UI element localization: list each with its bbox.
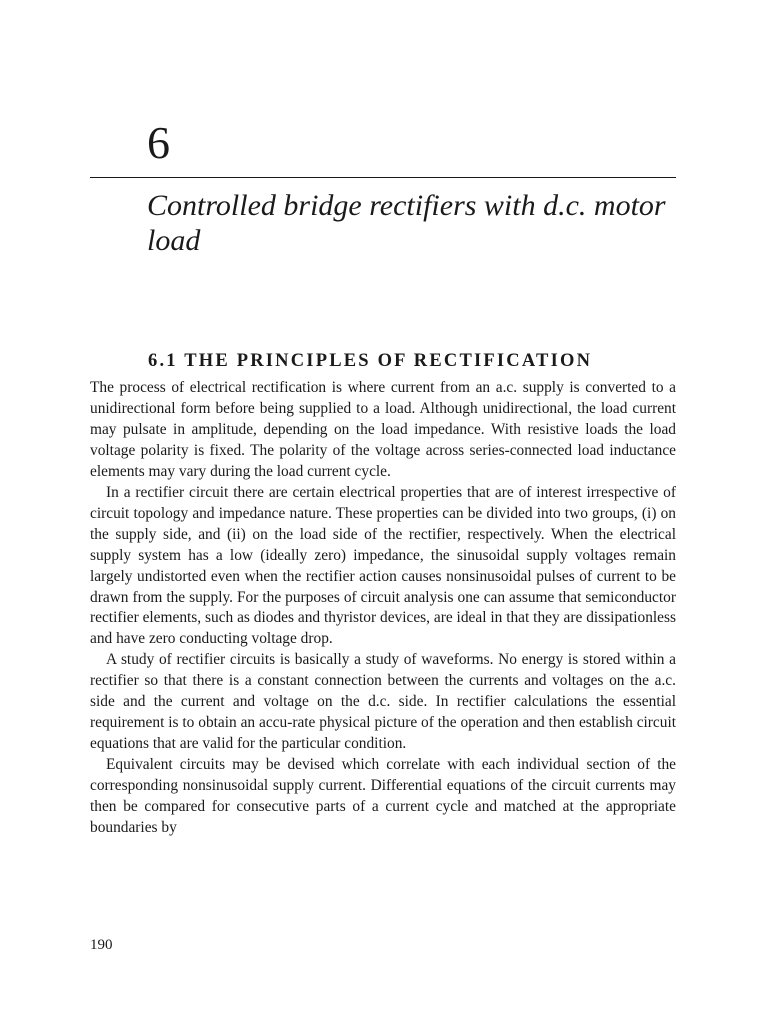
- paragraph: Equivalent circuits may be devised which correlate with each individual section of the corresponding nonsinusoidal supply current. Differential equations of the circuit currents may then be compared for consecutive parts of a current cycle and matched at the appropriate boundaries by: [90, 756, 676, 837]
- paragraph: In a rectifier circuit there are certain electrical properties that are of interest irrespective of circuit topology and impedance nature. These properties can be divided into two groups, (i) on the supply side, and (ii) on the load side of the rectifier, respectively. When the electrical supply system has a low (ideally zero) impedance, the sinusoidal supply voltages remain largely undistorted even when the rectifier action causes nonsinusoidal pulses of current to be drawn from the supply. For the purposes of circuit analysis one can assume that semiconductor rectifier elements, such as diodes and thyristor devices, are ideal in that they are dissipationless and have zero conducting voltage drop.: [90, 483, 676, 648]
- chapter-title: Controlled bridge rectifiers with d.c. motor load: [147, 189, 666, 257]
- paragraph: A study of rectifier circuits is basically a study of waveforms. No energy is stored within a rectifier so that there is a constant connection between the currents and voltages on the a.c. side and the current and voltage on the d.c. side. In rectifier calculations the essential requirement is to obtain an accu-rate physical picture of the operation and then establish circuit equations that are valid for the particular condition.: [90, 651, 676, 753]
- chapter-divider: [90, 177, 676, 178]
- page-number: 190: [90, 937, 113, 953]
- paragraph: The process of electrical rectification is where current from an a.c. supply is converted to a unidirectional form before being supplied to a load. Although unidirectional, the load current may pulsate in amplitude, depending on the load impedance. With resistive loads the load voltage polarity is fixed. The polarity of the voltage across series-connected load inductance elements may vary during the load current cycle.: [90, 379, 676, 480]
- section-heading: 6.1 THE PRINCIPLES OF RECTIFICATION: [148, 351, 593, 371]
- body-text: [90, 378, 676, 839]
- chapter-number: 6: [147, 117, 170, 168]
